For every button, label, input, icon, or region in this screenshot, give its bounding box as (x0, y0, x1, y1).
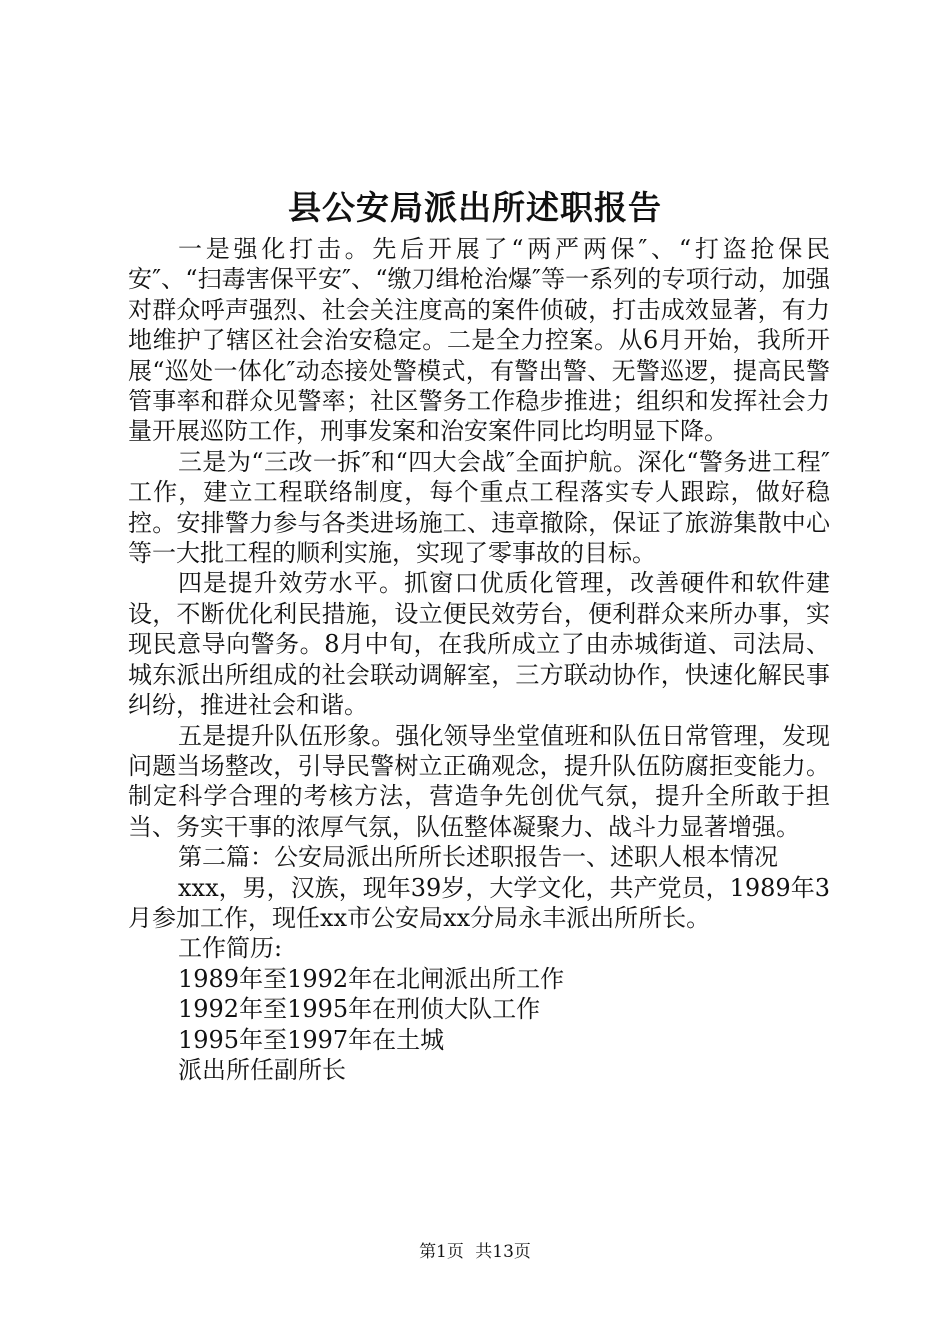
document-body (128, 234, 830, 1085)
paragraph-3: 四是提升效劳水平。抓窗口优质化管理，改善硬件和软件建设，不断优化利民措施，设立便民效劳台，便利群众来所办事，实现民意导向警务。8月中旬，在我所成立了由赤城街道、司法局、城东派出所组成的社会联动调解室，三方联动协作，快速化解民事纠纷，推进社会和谐。 (128, 569, 830, 720)
resume-line-4: 派出所任副所长 (178, 1055, 346, 1084)
resume-line-2: 1992年至1995年在刑侦大队工作 (178, 995, 541, 1024)
paragraph-4: 五是提升队伍形象。强化领导坐堂值班和队伍日常管理，发现问题当场整改，引导民警树立正确观念，提升队伍防腐拒变能力。制定科学合理的考核方法，营造争先创优气氛，提升全所敢于担当、务实干事的浓厚气氛，队伍整体凝聚力、战斗力显著增强。 (128, 721, 830, 841)
page-total: 共13页 (475, 1242, 531, 1262)
resume-heading: 工作简历: (178, 934, 283, 963)
section-heading: 第二篇：公安局派出所所长述职报告一、述职人根本情况 (178, 843, 778, 872)
paragraph-1: 一是强化打击。先后开展了“两严两保″、“打盗抢保民安″、“扫毒害保平安″、“缴刀缉枪治爆″等一系列的专项行动，加强对群众呼声强烈、社会关注度高的案件侦破，打击成效显著，有力地维护了辖区社会治安稳定。二是全力控案。从6月开始，我所开展“巡处一体化″动态接处警模式，有警出警、无警巡逻，提高民警管事率和群众见警率；社区警务工作稳步推进；组织和发挥社会力量开展巡防工作，刑事发案和治安案件同比均明显下降。 (128, 235, 830, 446)
paragraph-2: 三是为“三改一拆″和“四大会战″全面护航。深化“警务进工程″工作，建立工程联络制度，每个重点工程落实专人跟踪，做好稳控。安排警力参与各类进场施工、违章撤除，保证了旅游集散中心等一大批工程的顺利实施，实现了零事故的目标。 (128, 447, 830, 568)
page-number: 第1页 (419, 1242, 464, 1262)
resume-line-1: 1989年至1992年在北闸派出所工作 (178, 964, 565, 993)
resume-line-3: 1995年至1997年在土城 (178, 1025, 445, 1054)
document-title: 县公安局派出所述职报告 (288, 188, 662, 227)
page-footer (0, 1240, 950, 1264)
personal-info: xxx，男，汉族，现年39岁，大学文化，共产党员，1989年3月参加工作，现任xx市公安局xx分局永丰派出所所长。 (128, 873, 830, 932)
